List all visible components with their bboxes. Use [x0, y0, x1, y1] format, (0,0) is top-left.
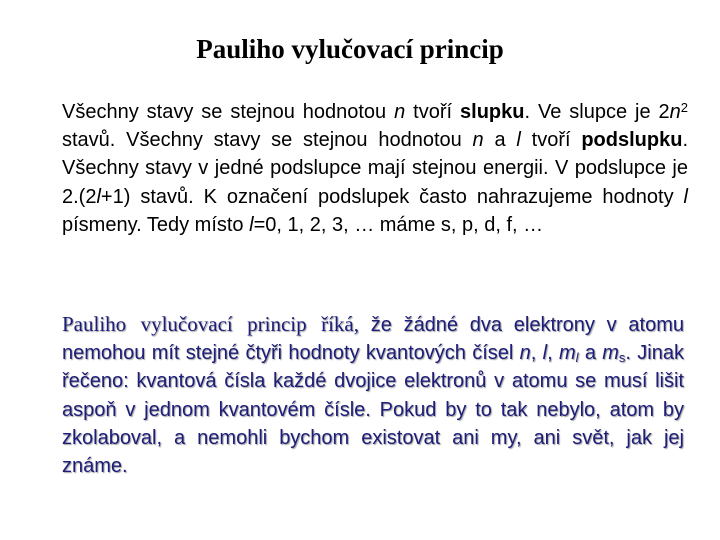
text-run: Všechny stavy se stejnou hodnotou — [62, 101, 395, 123]
symbol-l: l — [683, 185, 688, 208]
symbol-n: n — [394, 101, 406, 123]
text-run: že žádné dva elektrony v atomu — [358, 314, 684, 336]
text-run: . Jinak řečeno: kvantová čísla každé dvojice elektronů v atomu se musí lišit aspoň v jednom kvantovém čísle. Pokud by to tak nebylo, atom by zkolaboval, a nemohli bychom existovat ani my, ani svět, jak jej známe. — [62, 342, 684, 478]
text-run: stavů. Všechny stavy se stejnou hodnotou — [62, 129, 473, 152]
superscript: 2 — [680, 100, 688, 115]
pauli-first-line — [62, 310, 684, 339]
symbol-l: l — [516, 129, 521, 152]
paragraph-shells — [62, 98, 688, 239]
symbol-l: l — [542, 342, 548, 365]
term-podslupka: podslupku — [581, 129, 683, 152]
page-title: Pauliho vylučovací princip — [196, 34, 504, 64]
symbol-n: n — [519, 342, 531, 365]
term-slupka: slupku — [460, 101, 525, 123]
symbol-n: n — [669, 101, 681, 123]
symbol-l: l — [96, 185, 101, 208]
text-run: nemohou mít stejné čtyři hodnoty kvantových čísel — [62, 342, 520, 365]
symbol-l: l — [249, 213, 254, 236]
symbol-m: m — [602, 342, 619, 365]
text-run: tvoří — [405, 101, 461, 123]
paragraph-pauli — [62, 310, 684, 480]
text-run: a — [483, 129, 517, 152]
text-run: , — [530, 342, 543, 365]
text-run: , — [547, 342, 559, 365]
text-run: tvoří — [520, 129, 582, 152]
subscript-l: l — [575, 350, 579, 366]
text-run: +1) stavů. K označení podslupek často nahrazujeme hodnoty — [100, 185, 684, 208]
text-run: písmeny. Tedy místo — [62, 213, 250, 236]
pauli-lead-text: Pauliho vylučovací princip říká, — [62, 312, 359, 336]
symbol-n: n — [472, 129, 484, 152]
pauli-rest — [62, 339, 684, 480]
text-run: . Ve slupce je 2 — [524, 101, 670, 123]
symbol-m: m — [558, 342, 576, 365]
text-run: a — [578, 342, 603, 365]
text-run: =0, 1, 2, 3, … máme s, p, d, f, … — [253, 213, 544, 236]
subscript-s: s — [618, 350, 626, 366]
text-run: . Všechny stavy v jedné podslupce mají stejnou energii. V podslupce je 2.(2 — [62, 129, 688, 208]
